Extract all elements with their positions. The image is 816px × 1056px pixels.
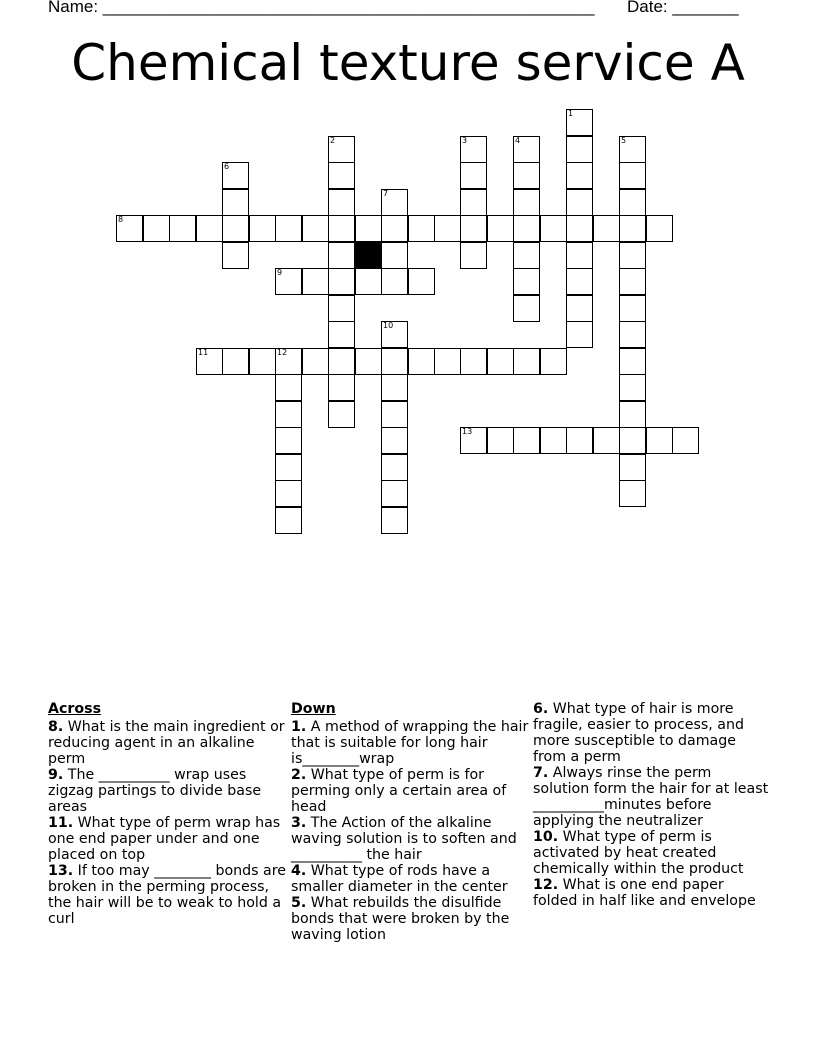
clue-down-4: 4. What type of rods have a smaller diameter in the center	[291, 863, 508, 895]
grid-cell[interactable]	[619, 162, 646, 189]
grid-cell[interactable]	[566, 321, 593, 348]
grid-cell[interactable]	[513, 427, 540, 454]
grid-cell[interactable]	[275, 215, 302, 242]
grid-cell[interactable]	[593, 215, 620, 242]
grid-cell[interactable]	[196, 215, 223, 242]
grid-cell[interactable]	[275, 454, 302, 481]
grid-cell[interactable]	[381, 189, 408, 216]
grid-cell[interactable]	[222, 215, 249, 242]
grid-cell[interactable]	[619, 454, 646, 481]
page-title: Chemical texture service A	[71, 34, 745, 92]
clue-number: 1	[568, 109, 574, 118]
grid-cell[interactable]	[381, 454, 408, 481]
clue-number: 13	[462, 427, 473, 436]
grid-cell[interactable]	[355, 348, 382, 375]
grid-cell[interactable]	[381, 242, 408, 269]
grid-cell[interactable]	[328, 321, 355, 348]
grid-cell[interactable]	[328, 189, 355, 216]
grid-cell[interactable]	[275, 348, 302, 375]
grid-cell[interactable]	[566, 136, 593, 163]
grid-cell[interactable]	[328, 136, 355, 163]
grid-cell[interactable]	[169, 215, 196, 242]
grid-cell[interactable]	[328, 268, 355, 295]
grid-cell[interactable]	[460, 348, 487, 375]
grid-cell[interactable]	[275, 268, 302, 295]
grid-cell[interactable]	[513, 136, 540, 163]
grid-cell[interactable]	[460, 215, 487, 242]
grid-cell[interactable]	[328, 374, 355, 401]
grid-cell[interactable]	[328, 401, 355, 428]
grid-cell[interactable]	[222, 189, 249, 216]
grid-cell[interactable]	[381, 215, 408, 242]
grid-cell[interactable]	[540, 215, 567, 242]
clue-number: 3	[462, 136, 468, 145]
grid-cell[interactable]	[275, 480, 302, 507]
grid-cell[interactable]	[619, 268, 646, 295]
clue-down-1: 1. A method of wrapping the hair that is suitable for long hair is________wrap	[291, 719, 529, 767]
grid-cell[interactable]	[381, 401, 408, 428]
grid-cell[interactable]	[328, 295, 355, 322]
grid-cell[interactable]	[328, 242, 355, 269]
grid-cell[interactable]	[619, 215, 646, 242]
grid-cell[interactable]	[566, 162, 593, 189]
grid-cell[interactable]	[460, 189, 487, 216]
grid-cell[interactable]	[566, 295, 593, 322]
grid-cell[interactable]	[408, 348, 435, 375]
grid-cell[interactable]	[275, 427, 302, 454]
grid-cell[interactable]	[646, 427, 673, 454]
grid-cell[interactable]	[513, 295, 540, 322]
down-clues	[291, 701, 529, 943]
grid-cell[interactable]	[116, 215, 143, 242]
grid-cell[interactable]	[222, 348, 249, 375]
grid-cell[interactable]	[619, 374, 646, 401]
grid-cell[interactable]	[408, 215, 435, 242]
grid-cell[interactable]	[355, 268, 382, 295]
grid-cell[interactable]	[460, 242, 487, 269]
grid-cell[interactable]	[302, 348, 329, 375]
grid-cell[interactable]	[460, 136, 487, 163]
grid-cell[interactable]	[249, 215, 276, 242]
grid-cell[interactable]	[540, 348, 567, 375]
grid-cell[interactable]	[513, 215, 540, 242]
grid-cell[interactable]	[619, 401, 646, 428]
clue-number: 4	[515, 136, 521, 145]
grid-cell[interactable]	[566, 242, 593, 269]
clue-down-2: 2. What type of perm is for perming only a certain area of head	[291, 767, 507, 815]
grid-cell[interactable]	[143, 215, 170, 242]
grid-cell[interactable]	[513, 189, 540, 216]
grid-cell[interactable]	[619, 348, 646, 375]
name-field-label[interactable]: Name: ____________________________________________________	[48, 0, 595, 16]
across-clues	[48, 701, 286, 927]
grid-cell[interactable]	[275, 401, 302, 428]
grid-cell[interactable]	[619, 321, 646, 348]
grid-cell[interactable]	[487, 348, 514, 375]
clue-across-11: 11. What type of perm wrap has one end paper under and one placed on top	[48, 815, 281, 863]
grid-cell[interactable]	[672, 427, 699, 454]
grid-cell[interactable]	[513, 348, 540, 375]
grid-cell[interactable]	[355, 215, 382, 242]
grid-cell[interactable]	[222, 242, 249, 269]
grid-cell[interactable]	[513, 242, 540, 269]
clue-number: 6	[224, 162, 230, 171]
grid-cell[interactable]	[381, 374, 408, 401]
grid-cell[interactable]	[619, 242, 646, 269]
grid-cell[interactable]	[381, 348, 408, 375]
clue-down-3: 3. The Action of the alkaline waving solution is to soften and __________ the hair	[291, 815, 517, 863]
clue-number: 12	[277, 348, 288, 357]
grid-cell[interactable]	[566, 427, 593, 454]
grid-cell[interactable]	[566, 189, 593, 216]
grid-cell[interactable]	[408, 268, 435, 295]
down-clues-continued	[533, 701, 771, 909]
grid-cell[interactable]	[460, 427, 487, 454]
grid-cell[interactable]	[434, 348, 461, 375]
grid-cell[interactable]	[275, 374, 302, 401]
grid-cell[interactable]	[222, 162, 249, 189]
grid-cell[interactable]	[196, 348, 223, 375]
grid-cell[interactable]	[593, 427, 620, 454]
clue-across-8: 8. What is the main ingredient or reducing agent in an alkaline perm	[48, 719, 285, 767]
clue-across-13: 13. If too may ________ bonds are broken in the perming process, the hair will be to weak to hold a curl	[48, 863, 286, 927]
date-field-label[interactable]: Date: _______	[627, 0, 739, 16]
grid-cell[interactable]	[381, 321, 408, 348]
grid-cell[interactable]	[302, 215, 329, 242]
grid-cell[interactable]	[275, 507, 302, 534]
across-heading: Across	[48, 701, 102, 717]
grid-cell[interactable]	[619, 427, 646, 454]
grid-cell[interactable]	[328, 162, 355, 189]
grid-cell[interactable]	[619, 189, 646, 216]
down-heading: Down	[291, 701, 336, 717]
grid-cell[interactable]	[381, 480, 408, 507]
grid-cell[interactable]	[381, 507, 408, 534]
grid-cell[interactable]	[619, 480, 646, 507]
grid-cell[interactable]	[381, 268, 408, 295]
grid-cell[interactable]	[460, 162, 487, 189]
clue-number: 9	[277, 268, 283, 277]
clue-number: 8	[118, 215, 124, 224]
grid-cell[interactable]	[513, 162, 540, 189]
clue-down-12: 12. What is one end paper folded in half like and envelope	[533, 877, 756, 909]
clue-number: 10	[383, 321, 394, 330]
clue-number: 11	[198, 348, 209, 357]
grid-cell[interactable]	[540, 427, 567, 454]
clue-down-10: 10. What type of perm is activated by heat created chemically within the product	[533, 829, 744, 877]
clue-number: 5	[621, 136, 627, 145]
grid-cell[interactable]	[566, 268, 593, 295]
grid-block	[355, 242, 382, 269]
grid-cell[interactable]	[513, 268, 540, 295]
clue-down-6: 6. What type of hair is more fragile, easier to process, and more susceptible to damage from a perm	[533, 701, 744, 765]
grid-cell[interactable]	[619, 136, 646, 163]
clue-number: 2	[330, 136, 336, 145]
clue-across-9: 9. The __________ wrap uses zigzag partings to divide base areas	[48, 767, 262, 815]
grid-cell[interactable]	[302, 268, 329, 295]
grid-cell[interactable]	[619, 295, 646, 322]
grid-cell[interactable]	[328, 215, 355, 242]
clue-number: 7	[383, 189, 389, 198]
grid-cell[interactable]	[328, 348, 355, 375]
grid-cell[interactable]	[249, 348, 276, 375]
clue-down-5: 5. What rebuilds the disulfide bonds that were broken by the waving lotion	[291, 895, 510, 943]
grid-cell[interactable]	[434, 215, 461, 242]
grid-cell[interactable]	[487, 427, 514, 454]
grid-cell[interactable]	[646, 215, 673, 242]
grid-cell[interactable]	[381, 427, 408, 454]
grid-cell[interactable]	[566, 215, 593, 242]
clue-down-7: 7. Always rinse the perm solution form the hair for at least __________minutes before applying the neutralizer	[533, 765, 769, 829]
grid-cell[interactable]	[487, 215, 514, 242]
grid-cell[interactable]	[566, 109, 593, 136]
